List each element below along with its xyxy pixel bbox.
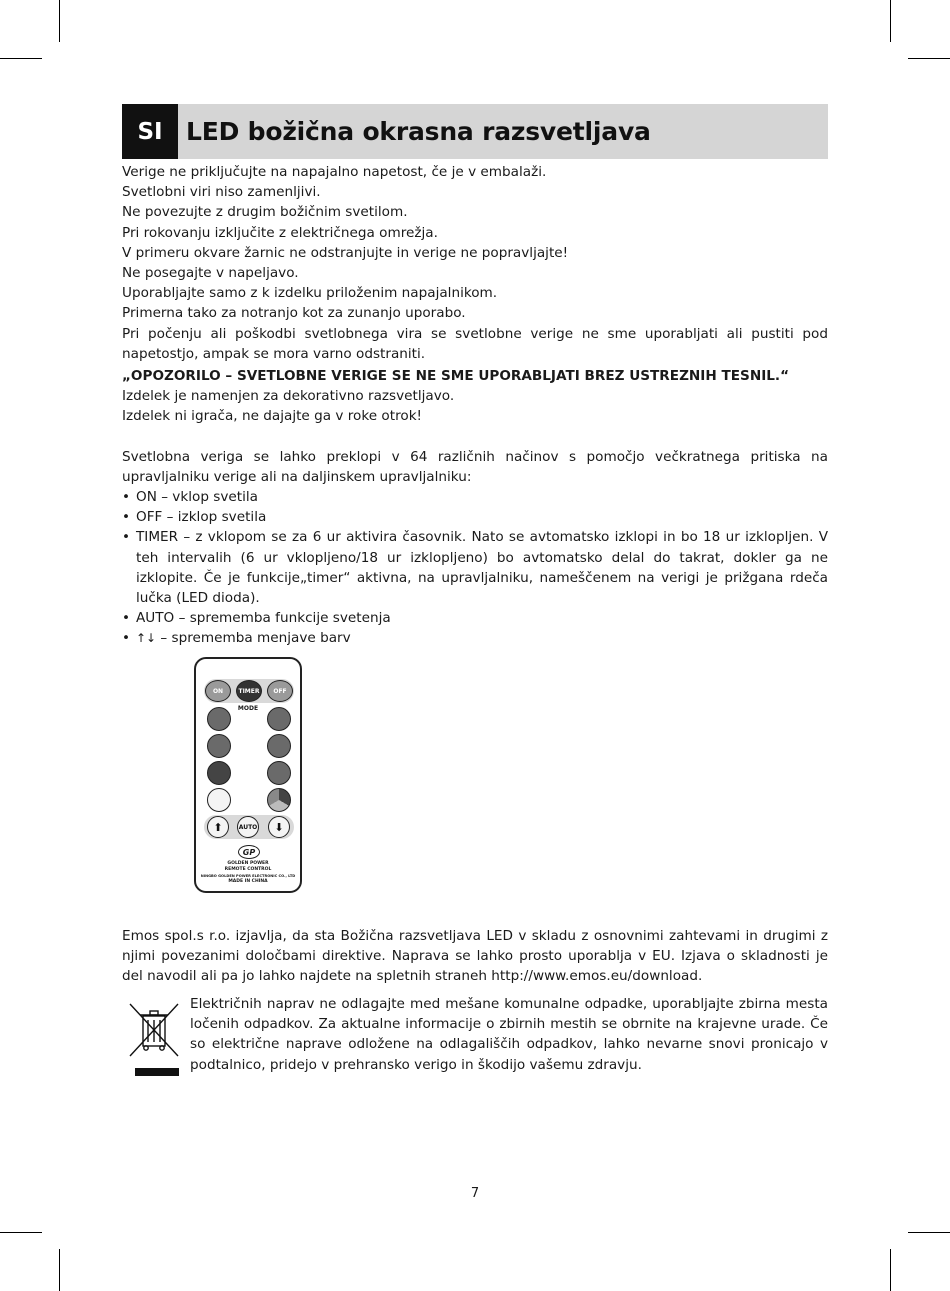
safety-line: Uporabljajte samo z k izdelku priloženim napajalnikom. — [122, 285, 498, 302]
mode-item-text: – sprememba menjave barv — [156, 630, 351, 647]
language-badge: SI — [122, 104, 178, 159]
safety-line: V primeru okvare žarnic ne odstranjujte in verige ne popravljajte! — [122, 244, 569, 261]
crop-mark — [890, 1249, 891, 1291]
safety-line: Ne povezujte z drugim božičnim svetilom. — [122, 204, 408, 221]
mode-item: • OFF – izklop svetila — [122, 507, 828, 527]
remote-mode-button — [207, 707, 231, 731]
remote-mode-label: MODE — [237, 705, 259, 712]
remote-logo: GP — [238, 845, 260, 859]
remote-on-button: ON — [205, 680, 231, 702]
purpose-line: Izdelek ni igrača, ne dajajte ga v roke otrok! — [122, 408, 423, 425]
mode-item: • TIMER – z vklopom se za 6 ur aktivira časovnik. Nato se avtomatsko izklopi in bo 18 ur izklopljen. V teh intervalih (6 ur vklopljeno/18 ur izklopljeno) bo avtomatsko delal do takrat, dokler ga ne izklopite. Če je funkcije„timer“ aktivna, na upravljalniku, nameščenem na verigi je prižgana rdeča lučka (LED dioda). — [122, 527, 828, 608]
remote-mode-button — [267, 788, 291, 812]
crop-mark — [59, 1249, 60, 1291]
remote-origin: MADE IN CHINA — [228, 879, 268, 884]
remote-mode-button — [207, 788, 231, 812]
section-header — [122, 104, 828, 159]
remote-off-button: OFF — [267, 680, 293, 702]
remote-timer-button: TIMER — [236, 680, 262, 702]
crossed-bin-icon — [127, 998, 181, 1078]
remote-mode-button — [207, 734, 231, 758]
warning-text: „OPOZORILO – SVETLOBNE VERIGE SE NE SME UPORABLJATI BREZ USTREZNIH TESNIL.“ — [122, 368, 790, 385]
remote-mode-button — [267, 761, 291, 785]
crop-mark — [890, 0, 891, 42]
safety-line: Svetlobni viri niso zamenljivi. — [122, 184, 321, 201]
crop-mark — [59, 0, 60, 42]
safety-line: Primerna tako za notranjo kot za zunanjo uporabo. — [122, 305, 466, 322]
remote-mode-button — [207, 761, 231, 785]
crop-mark — [908, 1232, 950, 1233]
remote-down-arrow-icon: ⬇ — [268, 816, 290, 838]
safety-line: Verige ne priključujte na napajalno napetost, če je v embalaži. — [122, 164, 547, 180]
mode-item — [122, 628, 828, 648]
remote-control-illustration — [194, 657, 302, 893]
remote-mode-button — [267, 707, 291, 731]
page-number: 7 — [470, 1186, 480, 1201]
weee-disposal-text: Električnih naprav ne odlagajte med mešane komunalne odpadke, uporabljajte zbirna mesta ločenih odpadkov. Za aktualne informacije o zbirnih mestih se obrnite na krajevne urade. Če so električne naprave odložene na odlagališčih odpadkov, lahko nevarne snovi pronicajo v podtalnico, pridejo v prehransko verigo in škodijo vašemu zdravju. — [190, 996, 828, 1073]
conformity-declaration: Emos spol.s r.o. izjavlja, da sta Božična razsvetljava LED v skladu z osnovnimi zahtevami in drugimi z njimi povezanimi določbami direktive. Naprava se lahko prosto uporablja v EU. Izjava o skladnosti je del navodil ali pa jo lahko najdete na spletnih straneh http://www.emos.eu/download. — [122, 928, 828, 985]
remote-maker: NINGBO GOLDEN POWER ELECTRONIC CO., LTD — [200, 874, 296, 878]
remote-brand: GOLDEN POWER — [227, 861, 269, 866]
safety-line: Pri počenju ali poškodbi svetlobnega vira se svetlobne verige ne sme uporabljati ali pustiti pod napetostjo, ampak se mora varno odstraniti. — [122, 325, 828, 362]
page-title: LED božična okrasna razsvetljava — [186, 117, 651, 146]
crop-mark — [0, 58, 42, 59]
purpose-line: Izdelek je namenjen za dekorativno razsvetljavo. — [122, 388, 455, 405]
crop-mark — [908, 58, 950, 59]
remote-up-arrow-icon: ⬆ — [207, 816, 229, 838]
modes-list — [122, 487, 828, 649]
safety-line: Pri rokovanju izključite z električnega omrežja. — [122, 224, 438, 241]
instructions-body — [122, 162, 828, 649]
arrows-icon: ↑↓ — [136, 631, 157, 646]
safety-line: Ne posegajte v napeljavo. — [122, 265, 299, 282]
remote-model: REMOTE CONTROL — [224, 867, 272, 872]
remote-auto-button: AUTO — [237, 816, 259, 838]
remote-mode-button — [267, 734, 291, 758]
mode-item: • ON – vklop svetila — [122, 487, 828, 507]
modes-intro: Svetlobna veriga se lahko preklopi v 64 različnih načinov s pomočjo večkratnega pritiska na upravljalniku verige ali na daljinskem upravljalniku: — [122, 448, 828, 485]
crop-mark — [0, 1232, 42, 1233]
mode-item: • AUTO – sprememba funkcije svetenja — [122, 608, 828, 628]
